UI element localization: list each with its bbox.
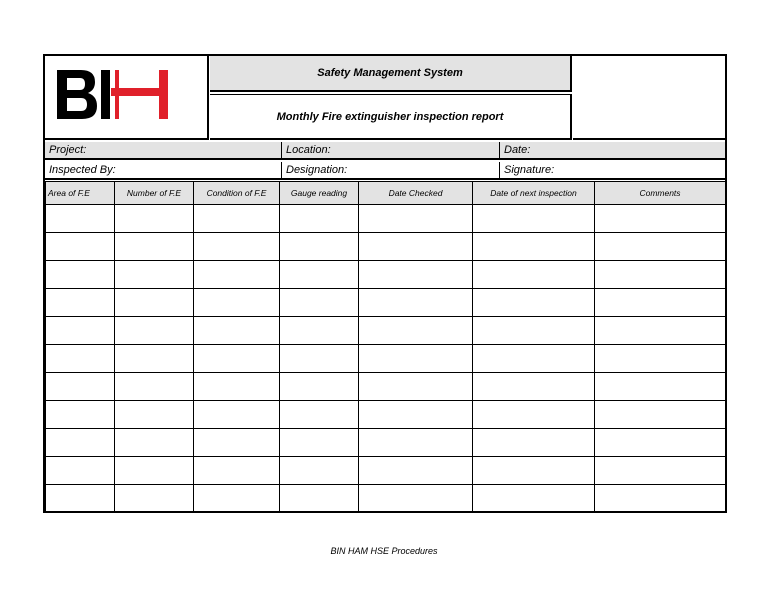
table-row <box>46 373 726 401</box>
table-cell[interactable] <box>194 289 280 317</box>
table-cell[interactable] <box>115 261 194 289</box>
col-date-checked: Date Checked <box>359 182 473 205</box>
table-cell[interactable] <box>595 289 726 317</box>
table-cell[interactable] <box>115 289 194 317</box>
table-cell[interactable] <box>595 205 726 233</box>
table-row <box>46 345 726 373</box>
table-cell[interactable] <box>280 261 359 289</box>
logo-cell <box>45 56 209 140</box>
table-cell[interactable] <box>473 373 595 401</box>
table-cell[interactable] <box>115 317 194 345</box>
table-cell[interactable] <box>194 345 280 373</box>
table-row <box>46 401 726 429</box>
table-cell[interactable] <box>194 261 280 289</box>
table-cell[interactable] <box>46 261 115 289</box>
table-row <box>46 429 726 457</box>
table-cell[interactable] <box>595 485 726 513</box>
table-cell[interactable] <box>115 401 194 429</box>
table-cell[interactable] <box>280 485 359 513</box>
table-cell[interactable] <box>46 233 115 261</box>
footer-text: BIN HAM HSE Procedures <box>330 546 438 556</box>
info-row-inspector <box>45 162 725 180</box>
table-cell[interactable] <box>280 457 359 485</box>
company-logo <box>55 68 177 122</box>
table-cell[interactable] <box>46 401 115 429</box>
table-cell[interactable] <box>115 345 194 373</box>
table-cell[interactable] <box>194 205 280 233</box>
designation-label: Designation: <box>286 164 348 176</box>
table-cell[interactable] <box>280 373 359 401</box>
location-label: Location: <box>286 144 331 156</box>
table-cell[interactable] <box>280 205 359 233</box>
table-cell[interactable] <box>359 457 473 485</box>
col-gauge: Gauge reading <box>280 182 359 205</box>
table-cell[interactable] <box>46 289 115 317</box>
table-row <box>46 233 726 261</box>
table-cell[interactable] <box>115 485 194 513</box>
table-cell[interactable] <box>595 317 726 345</box>
col-comments: Comments <box>595 182 726 205</box>
table-cell[interactable] <box>280 233 359 261</box>
table-row <box>46 289 726 317</box>
table-row <box>46 485 726 513</box>
table-cell[interactable] <box>473 289 595 317</box>
table-header-row <box>46 182 726 205</box>
table-cell[interactable] <box>359 261 473 289</box>
form-header <box>45 56 725 142</box>
table-cell[interactable] <box>194 317 280 345</box>
table-cell[interactable] <box>473 233 595 261</box>
table-cell[interactable] <box>595 233 726 261</box>
table-cell[interactable] <box>280 345 359 373</box>
signature-label: Signature: <box>504 164 555 176</box>
table-cell[interactable] <box>473 261 595 289</box>
project-label: Project: <box>49 144 87 156</box>
table-cell[interactable] <box>473 317 595 345</box>
table-cell[interactable] <box>359 205 473 233</box>
table-cell[interactable] <box>359 317 473 345</box>
table-cell[interactable] <box>280 401 359 429</box>
table-cell[interactable] <box>115 205 194 233</box>
table-cell[interactable] <box>595 429 726 457</box>
inspection-form <box>43 54 727 513</box>
table-cell[interactable] <box>473 401 595 429</box>
table-body <box>46 205 726 513</box>
table-cell[interactable] <box>359 345 473 373</box>
table-cell[interactable] <box>595 261 726 289</box>
table-cell[interactable] <box>46 429 115 457</box>
table-cell[interactable] <box>280 289 359 317</box>
table-cell[interactable] <box>194 401 280 429</box>
table-cell[interactable] <box>473 345 595 373</box>
table-row <box>46 457 726 485</box>
report-title: Monthly Fire extinguisher inspection report <box>210 94 572 140</box>
date-label: Date: <box>504 144 531 156</box>
table-cell[interactable] <box>194 457 280 485</box>
table-cell[interactable] <box>595 373 726 401</box>
table-cell[interactable] <box>473 457 595 485</box>
table-cell[interactable] <box>595 457 726 485</box>
table-cell[interactable] <box>46 373 115 401</box>
table-row <box>46 317 726 345</box>
table-cell[interactable] <box>46 457 115 485</box>
table-cell[interactable] <box>473 485 595 513</box>
table-cell[interactable] <box>46 317 115 345</box>
table-cell[interactable] <box>115 373 194 401</box>
table-cell[interactable] <box>46 485 115 513</box>
table-cell[interactable] <box>359 429 473 457</box>
col-next-inspection: Date of next inspection <box>473 182 595 205</box>
table-cell[interactable] <box>194 233 280 261</box>
header-blank-cell <box>573 56 725 140</box>
table-cell[interactable] <box>115 457 194 485</box>
table-cell[interactable] <box>194 373 280 401</box>
table-cell[interactable] <box>359 401 473 429</box>
table-row <box>46 205 726 233</box>
table-cell[interactable] <box>280 429 359 457</box>
table-cell[interactable] <box>359 289 473 317</box>
table-cell[interactable] <box>115 233 194 261</box>
col-number: Number of F.E <box>115 182 194 205</box>
table-cell[interactable] <box>359 373 473 401</box>
table-cell[interactable] <box>473 205 595 233</box>
table-cell[interactable] <box>595 345 726 373</box>
table-cell[interactable] <box>46 205 115 233</box>
info-row-project <box>45 142 725 160</box>
system-title: Safety Management System <box>210 56 572 92</box>
table-row <box>46 261 726 289</box>
inspected-by-label: Inspected By: <box>49 164 116 176</box>
col-area: Area of F.E <box>46 182 115 205</box>
table-cell[interactable] <box>115 429 194 457</box>
table-cell[interactable] <box>46 345 115 373</box>
col-condition: Condition of F.E <box>194 182 280 205</box>
table-cell[interactable] <box>194 485 280 513</box>
inspection-table <box>45 181 726 513</box>
table-cell[interactable] <box>194 429 280 457</box>
table-cell[interactable] <box>359 233 473 261</box>
table-cell[interactable] <box>595 401 726 429</box>
table-cell[interactable] <box>359 485 473 513</box>
table-cell[interactable] <box>280 317 359 345</box>
table-cell[interactable] <box>473 429 595 457</box>
